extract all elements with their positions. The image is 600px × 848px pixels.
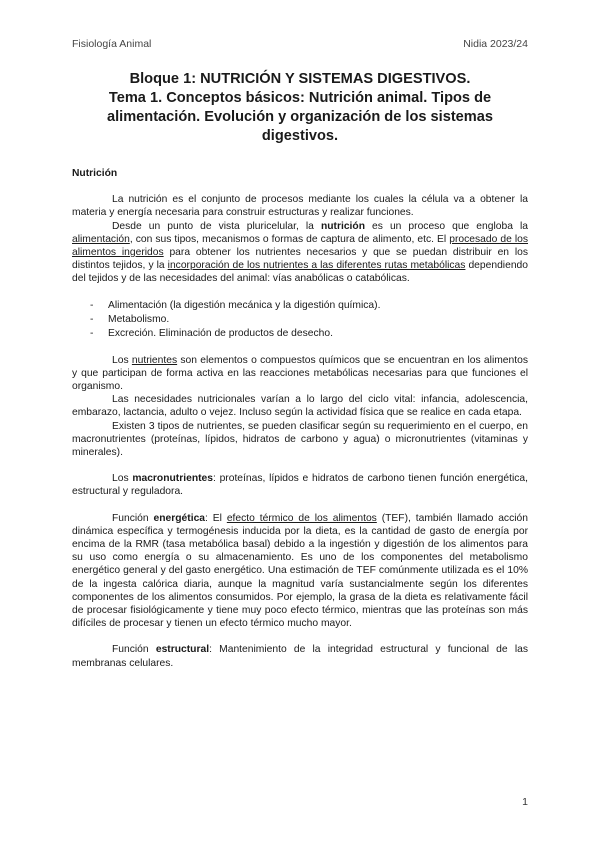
- list-item: - Alimentación (la digestión mecánica y la digestión química).: [72, 299, 528, 313]
- paragraph-macronutrientes: [72, 472, 528, 498]
- text: : Mantenimiento de la integridad estructural y funcional de las membranas celulares.: [72, 644, 528, 669]
- section-heading: Nutrición: [72, 168, 118, 179]
- text: : proteínas, lípidos e hidratos de carbono tienen función energética, estructural y reguladora.: [72, 473, 528, 498]
- page-number: 1: [522, 796, 528, 808]
- header-author: Nidia 2023/24: [463, 38, 528, 50]
- term-incorporacion: incorporación de los nutrientes a las diferentes rutas metabólicas: [167, 260, 466, 272]
- term-nutrientes: nutrientes: [131, 354, 178, 366]
- text: (TEF), también llamado acción dinámica específica y termogénesis inducida por la dieta, es la cantidad de gasto de energía por encima de la RMR (tasa metabólica basal) debido a la ingestión y digestión de los alimentos para su uso como energía o su almacenamiento. Es uno de los componentes del metabolismo energético general y del gasto energético. Una estimación de TEF comúnmente utilizada es el 10% de la ingesta calórica diaria, aunque la magnitud varía sustancialmente según los diferentes componentes de los alimentos consumidos. Por ejemplo, la grasa de la dieta es relativamente fácil de procesar fisiológicamente y tiene muy poco efecto térmico, mientras que las proteínas son más difíciles de procesar y tienen un efecto térmico mucho mayor.: [72, 512, 528, 630]
- paragraph-nutricion-pluricelular: [72, 220, 528, 286]
- paragraph-nutrientes: [72, 354, 528, 394]
- paragraph-funcion-estructural: [72, 643, 528, 669]
- paragraph-necesidades: Las necesidades nutricionales varían a lo largo del ciclo vital: infancia, adolescencia, embarazo, lactancia, adulto o vejez. Incluso según la actividad física que se realice en cada etapa.: [72, 394, 528, 419]
- text: Los: [112, 473, 133, 485]
- text: Función: [112, 644, 156, 656]
- text: son elementos o compuestos químicos que se encuentran en los alimentos y que participan de forma activa en las reacciones metabólicas necesarias para que funciones el organismo.: [72, 354, 528, 393]
- paragraph-funcion-energetica: [72, 512, 528, 631]
- term-efecto-termico: efecto térmico de los alimentos: [226, 512, 377, 524]
- paragraph-tipos-nutrientes: Existen 3 tipos de nutrientes, se pueden clasificar según su requerimiento en el cuerpo, en macronutrientes (proteínas, lípidos, hidratos de carbono y agua) o micronutrientes (vitaminas y minerales).: [72, 420, 528, 459]
- title-line-1: Bloque 1: NUTRICIÓN Y SISTEMAS DIGESTIVOS.: [129, 71, 471, 87]
- list-item: - Excreción. Eliminación de productos de desecho.: [72, 327, 528, 341]
- term-energetica: energética: [153, 512, 206, 524]
- text: es un proceso que engloba la: [365, 220, 529, 232]
- term-nutricion: nutrición: [320, 220, 365, 232]
- title-line-3: alimentación. Evolución y organización de los sistemas: [106, 109, 494, 125]
- text: Los: [112, 354, 132, 366]
- text: Función: [112, 512, 154, 524]
- term-estructural: estructural: [155, 644, 210, 656]
- page-title: [96, 70, 504, 146]
- process-list: [72, 299, 528, 341]
- list-item: - Metabolismo.: [72, 313, 528, 327]
- title-line-4: digestivos.: [261, 128, 339, 144]
- text: dependiendo del tejidos y de las necesidades del animal: vías anabólicas o catabólicas.: [72, 260, 528, 285]
- header-course: Fisiología Animal: [72, 38, 152, 50]
- title-line-2: Tema 1. Conceptos básicos: Nutrición animal. Tipos de: [108, 90, 492, 106]
- paragraph-nutricion-definition: La nutrición es el conjunto de procesos mediante los cuales la célula va a obtener la materia y energía necesaria para construir estructuras y realizar funciones.: [72, 194, 528, 219]
- text: , con sus tipos, mecanismos o formas de captura de alimento, etc. El: [129, 233, 450, 245]
- term-procesado: procesado de los alimentos ingeridos: [72, 233, 529, 259]
- text: Desde un punto de vista pluricelular, la: [112, 220, 321, 232]
- document-body: [72, 167, 528, 670]
- text: para obtener los nutrientes necesarios y que se puedan distribuir en los distintos tejidos, y la: [72, 247, 528, 272]
- term-alimentacion: alimentación: [72, 233, 130, 245]
- term-macronutrientes: macronutrientes: [132, 473, 213, 485]
- page-header: [72, 38, 528, 52]
- text: : El: [205, 512, 227, 524]
